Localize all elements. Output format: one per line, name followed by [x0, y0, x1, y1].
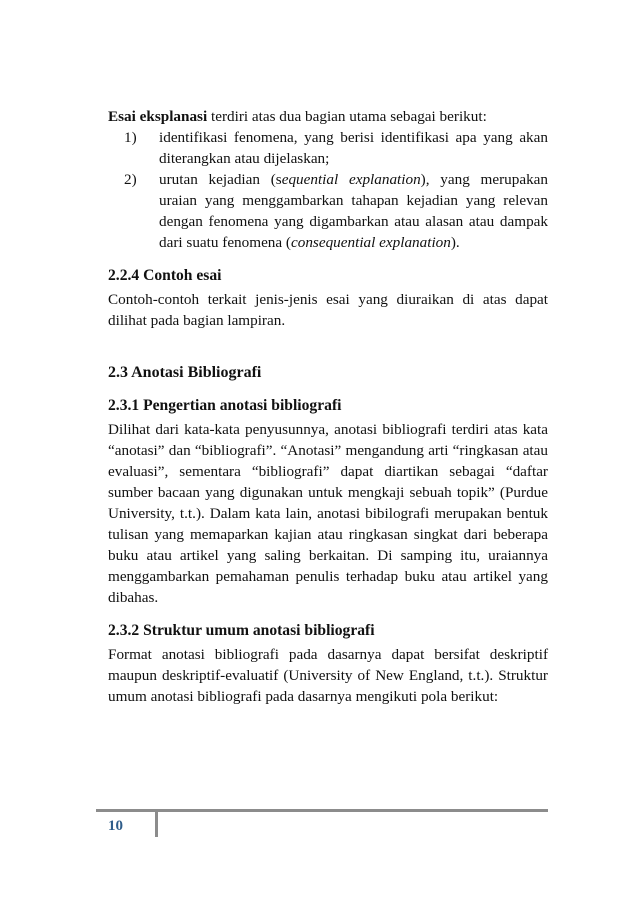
list-item-text: urutan kejadian (s — [159, 171, 282, 188]
list-item — [108, 127, 548, 169]
section-heading-2-3-2: 2.3.2 Struktur umum anotasi bibliografi — [108, 622, 375, 639]
esai-parts-list — [108, 127, 548, 253]
page-number: 10 — [108, 818, 123, 834]
list-number: 1) — [124, 129, 137, 146]
list-number: 2) — [124, 171, 137, 188]
footer-divider — [155, 812, 158, 837]
intro-text: terdiri atas dua bagian utama sebagai berikut: — [207, 108, 487, 125]
section-body-2-3-2: Format anotasi bibliografi pada dasarnya dapat bersifat deskriptif maupun deskriptif-evaluatif (University of New England, t.t.). Struktur umum anotasi bibliografi pada dasarnya mengikuti pola berikut: — [108, 646, 548, 705]
list-item-text: identifikasi fenomena, yang berisi identifikasi apa yang akan diterangkan atau dijelaskan; — [159, 129, 548, 167]
intro-paragraph — [108, 106, 548, 127]
list-item — [108, 169, 548, 253]
section-body-2-2-4: Contoh-contoh terkait jenis-jenis esai yang diuraikan di atas dapat dilihat pada bagian lampiran. — [108, 291, 548, 329]
footer-rule — [96, 809, 548, 812]
list-item-text: ). — [450, 234, 460, 251]
section-heading-2-3-1: 2.3.1 Pengertian anotasi bibliografi — [108, 397, 342, 414]
list-item-italic: consequential explanation — [291, 234, 451, 251]
page-content — [108, 106, 548, 707]
section-heading-2-3: 2.3 Anotasi Bibliografi — [108, 364, 262, 381]
list-item-text: ), yang merupakan uraian yang menggambarkan tahapan kejadian yang relevan dengan fenomena yang digambarkan atau alasan atau dampak dari suatu fenomena ( — [159, 171, 548, 251]
intro-bold-term: Esai eksplanasi — [108, 108, 208, 125]
section-body-2-3-1: Dilihat dari kata-kata penyusunnya, anotasi bibliografi terdiri atas kata “anotasi” dan “bibliografi”. “Anotasi” mengandung arti “ringkasan atau evaluasi”, sementara “bibliografi” dapat diartikan sebagai “daftar sumber bacaan yang digunakan untuk mengkaji sebuah topik” (Purdue University, t.t.). Dalam kata lain, anotasi bibilografi merupakan bentuk tulisan yang memaparkan kajian atau ringkasan singkat dari beberapa buku atau artikel yang saling berkaitan. Di samping itu, uraiannya menggambarkan pemahaman penulis terhadap buku atau artikel yang dibahas. — [108, 421, 548, 606]
section-heading-2-2-4: 2.2.4 Contoh esai — [108, 267, 222, 284]
list-item-italic: equential explanation — [281, 171, 421, 188]
